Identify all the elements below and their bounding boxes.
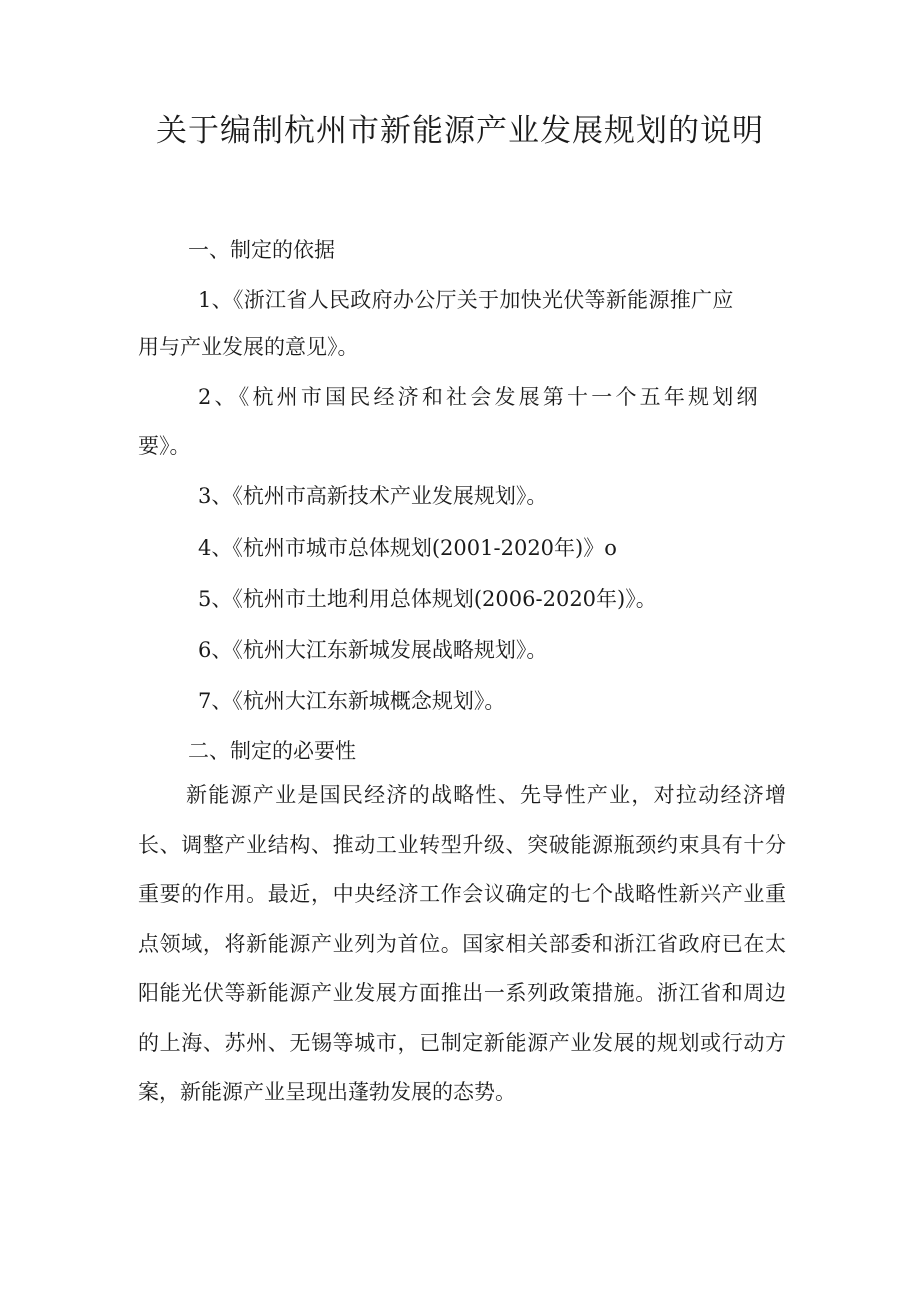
basis-item-3: 3、《杭州市高新技术产业发展规划》。 [198,484,548,508]
section-heading-basis: 一、制定的依据 [188,238,335,262]
basis-item-4: 4、《杭州市城市总体规划(2001-2020年)》o [198,536,617,560]
basis-item-1-line2: 用与产业发展的意见》。 [138,335,359,359]
basis-item-2-line1: 2、《杭州市国民经济和社会发展第十一个五年规划纲 [198,385,761,409]
basis-item-2-line2: 要》。 [138,434,191,458]
necessity-paragraph: 新能源产业是国民经济的战略性、先导性产业，对拉动经济增长、调整产业结构、推动工业转型升级、突破能源瓶颈约束具有十分重要的作用。最近，中央经济工作会议确定的七个战略性新兴产业重点领域，将新能源产业列为首位。国家相关部委和浙江省政府已在太阳能光伏等新能源产业发展方面推出一系列政策措施。浙江省和周边的上海、苏州、无锡等城市，已制定新能源产业发展的规划或行动方案，新能源产业呈现出蓬勃发展的态势。 [138,783,786,1104]
basis-item-5: 5、《杭州市土地利用总体规划(2006-2020年)》。 [198,587,657,611]
basis-item-6: 6、《杭州大江东新城发展战略规划》。 [198,638,548,662]
section-heading-necessity: 二、制定的必要性 [188,739,356,763]
basis-item-1-line1: 1、《浙江省人民政府办公厅关于加快光伏等新能源推广应 [198,288,734,312]
document-title: 关于编制杭州市新能源产业发展规划的说明 [156,113,764,149]
basis-item-7: 7、《杭州大江东新城概念规划》。 [198,689,506,713]
